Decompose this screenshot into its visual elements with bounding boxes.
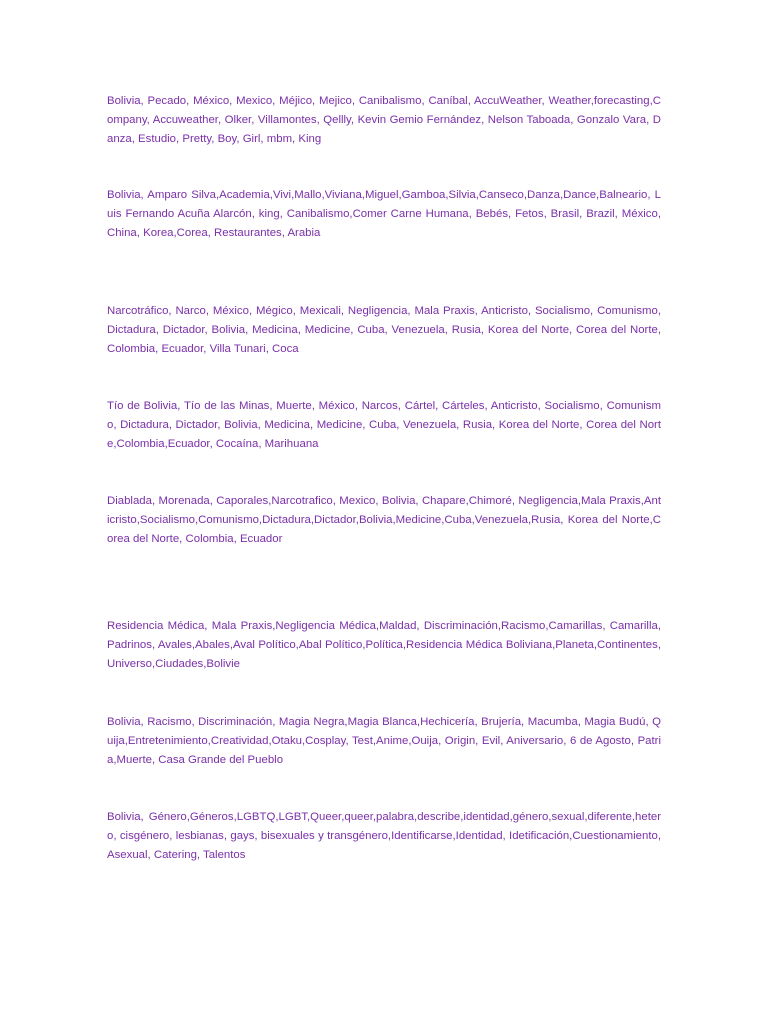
- keyword-paragraph: Tío de Bolivia, Tío de las Minas, Muerte, México, Narcos, Cártel, Cárteles, Anticristo, Socialismo, Comunismo, Dictadura, Dictador, Bolivia, Medicina, Medicine, Cuba, Venezuela, Rusia, Korea del Norte, Corea del Norte,Colombia,Ecuador, Cocaína, Marihuana: [107, 400, 661, 450]
- keyword-paragraph: Bolivia, Racismo, Discriminación, Magia Negra,Magia Blanca,Hechicería, Brujería, Macumba, Magia Budú, Quija,Entretenimiento,Creatividad,Otaku,Cosplay, Test,Anime,Ouija, Origin, Evil, Aniversario, 6 de Agosto, Patria,Muerte, Casa Grande del Pueblo: [107, 716, 661, 766]
- keyword-paragraph: Residencia Médica, Mala Praxis,Negligencia Médica,Maldad, Discriminación,Racismo,Camarillas, Camarilla,Padrinos, Avales,Abales,Aval Político,Abal Político,Política,Residencia Médica Boliviana,Planeta,Continentes,Universo,Ciudades,Bolivie: [107, 620, 661, 670]
- keyword-paragraph: Narcotráfico, Narco, México, Mégico, Mexicali, Negligencia, Mala Praxis, Anticristo, Socialismo, Comunismo, Dictadura, Dictador, Bolivia, Medicina, Medicine, Cuba, Venezuela, Rusia, Korea del Norte, Corea del Norte, Colombia, Ecuador, Villa Tunari, Coca: [107, 305, 661, 355]
- keyword-paragraph: Diablada, Morenada, Caporales,Narcotrafico, Mexico, Bolivia, Chapare,Chimoré, Negligencia,Mala Praxis,Anticristo,Socialismo,Comunismo,Dictadura,Dictador,Bolivia,Medicine,Cuba,Venezuela,Rusia, Korea del Norte,Corea del Norte, Colombia, Ecuador: [107, 495, 661, 545]
- keyword-paragraph: Bolivia, Género,Géneros,LGBTQ,LGBT,Queer,queer,palabra,describe,identidad,género,sexual,diferente,hetero, cisgénero, lesbianas, gays, bisexuales y transgénero,Identificarse,Identidad, Idetificación,Cuestionamiento, Asexual, Catering, Talentos: [107, 811, 661, 861]
- keyword-paragraph: Bolivia, Amparo Silva,Academia,Vivi,Mallo,Viviana,Miguel,Gamboa,Silvia,Canseco,Danza,Dance,Balneario, Luis Fernando Acuña Alarcón, king, Canibalismo,Comer Carne Humana, Bebés, Fetos, Brasil, Brazil, México, China, Korea,Corea, Restaurantes, Arabia: [107, 189, 661, 239]
- keyword-paragraph: Bolivia, Pecado, México, Mexico, Méjico, Mejico, Canibalismo, Caníbal, AccuWeather, Weather,forecasting,Company, Accuweather, Olker, Villamontes, Qellly, Kevin Gemio Fernández, Nelson Taboada, Gonzalo Vara, Danza, Estudio, Pretty, Boy, Girl, mbm, King: [107, 95, 661, 145]
